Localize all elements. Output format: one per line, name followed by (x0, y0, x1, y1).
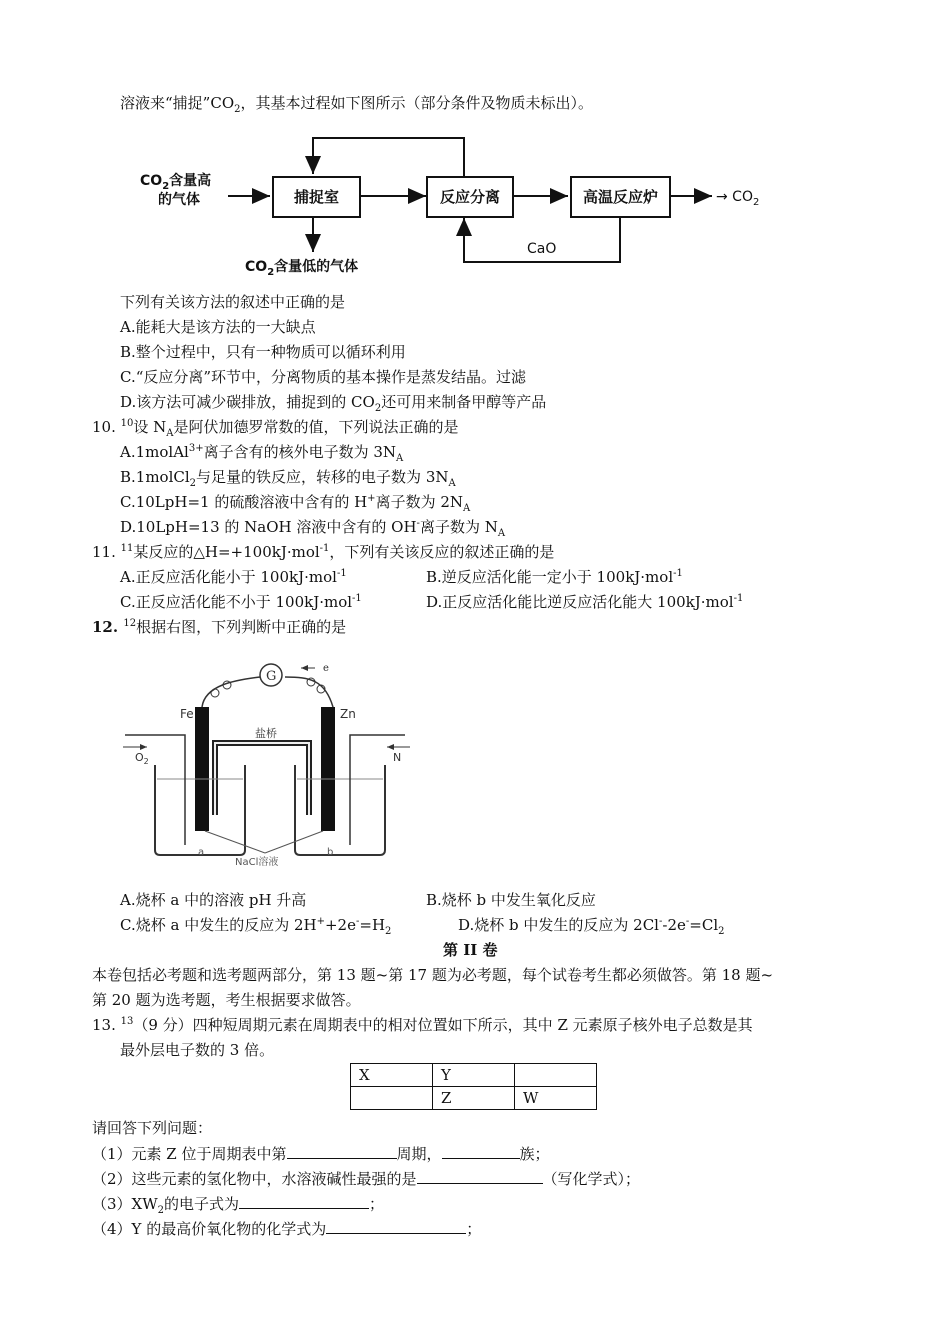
q13-part4: （4）Y 的最高价氧化物的化学式为 ； (92, 1220, 482, 1238)
q13-part2: （2）这些元素的氢化物中，水溶液碱性最强的是 （写化学式）； (92, 1170, 641, 1188)
beaker-a-label: a (198, 847, 205, 858)
q9-option-c: C.“反应分离”环节中，分离物质的基本操作是蒸发结晶。过滤 (120, 368, 527, 386)
q13-stem-line2: 最外层电子数的 3 倍。 (120, 1041, 275, 1059)
flow-arrows (0, 0, 950, 300)
flow-low-co2-label: $CO_2$含量低的气体 (245, 259, 359, 278)
part2-title: 第 II 卷 (443, 941, 498, 959)
o2-label: $O_2$ (135, 751, 149, 766)
q10-option-a: A.1molAl$^{3+}$离子含有的核外电子数为 $3N_A$ (120, 443, 404, 464)
table-cell: Z (433, 1087, 515, 1110)
table-cell: X (351, 1064, 433, 1087)
cao-recycle-label: CaO (527, 241, 557, 257)
periodic-position-table (350, 1063, 597, 1110)
n2-label: N (393, 751, 402, 764)
q10-option-d: D.10LpH=13 的 NaOH 溶液中含有的 OH-离子数为 $N_A$ (120, 518, 506, 539)
q13-part1: （1）元素 Z 位于周期表中第 周期， 族； (92, 1145, 550, 1163)
salt-bridge-label: 盐桥 (255, 727, 277, 740)
flow-output-label: → $CO_2$ (716, 189, 760, 208)
q11-option-a: A.正反应活化能小于 100kJ·mol$^{-1}$ (120, 568, 347, 586)
nacl-solution-label: NaCl溶液 (235, 857, 279, 868)
q12-stem: 12. $^{12}$根据右图，下列判断中正确的是 (92, 618, 347, 636)
fe-electrode-label: Fe (180, 707, 194, 721)
q12-option-a: A.烧杯 a 中的溶液 pH 升高 (120, 891, 307, 909)
answer-blank-group[interactable] (442, 1143, 520, 1159)
part2-desc-line1: 本卷包括必考题和选考题两部分，第 13 题~第 17 题为必考题，每个试卷考生都必须做答。第 18 题~ (92, 966, 774, 984)
q13-stem-line1: 13. $^{13}$（9 分）四种短周期元素在周期表中的相对位置如下所示，其中 Z 元素原子核外电子总数是其 (92, 1016, 753, 1034)
table-cell: W (515, 1087, 597, 1110)
q9-option-a: A.能耗大是该方法的一大缺点 (120, 318, 316, 336)
table-cell (515, 1064, 597, 1087)
q10-option-c: C.10LpH=1 的硫酸溶液中含有的 H+离子数为 $2N_A$ (120, 493, 471, 514)
table-row (351, 1087, 597, 1110)
flow-input-label-2: 的气体 (158, 192, 200, 208)
answer-blank-hydride[interactable] (417, 1168, 543, 1184)
answer-blank-period[interactable] (287, 1143, 397, 1159)
high-temp-furnace-box: 高温反应炉 (570, 176, 671, 218)
q12-option-c: C.烧杯 a 中发生的反应为 $2H^++2e^-=H_2$ (120, 916, 392, 937)
q9-option-b: B.整个过程中，只有一种物质可以循环利用 (120, 343, 406, 361)
answer-blank-electron-formula[interactable] (239, 1193, 369, 1209)
part2-desc-line2: 第 20 题为选考题，考生根据要求做答。 (92, 991, 361, 1009)
galvanometer-label: G (266, 669, 277, 684)
q10-option-b: B.1molCl$_2$与足量的铁反应，转移的电子数为 $3N_A$ (120, 468, 456, 489)
table-cell: Y (433, 1064, 515, 1087)
beaker-b-label: b (327, 847, 334, 858)
q11-option-d: D.正反应活化能比逆反应活化能大 100kJ·mol$^{-1}$ (426, 593, 744, 611)
q12-option-b: B.烧杯 b 中发生氧化反应 (426, 891, 596, 909)
galvanic-cell-drawing (115, 655, 415, 870)
zn-electrode-label: Zn (340, 707, 356, 721)
q11-option-b: B.逆反应活化能一定小于 100kJ·mol$^{-1}$ (426, 568, 683, 586)
q9-option-d: D.该方法可减少碳排放，捕捉到的 $CO_2$还可用来制备甲醇等产品 (120, 393, 547, 414)
electron-label: e (323, 663, 329, 674)
answer-blank-oxide-formula[interactable] (326, 1218, 466, 1234)
q13-part3: $(3)XW_2$的电子式为 ； (92, 1195, 385, 1216)
q9-stem: 下列有关该方法的叙述中正确的是 (120, 293, 346, 311)
q12-option-d: D.烧杯 b 中发生的反应为 $2Cl^--2e^-=Cl_2$ (458, 916, 725, 937)
flow-input-label: $CO_2$含量高 (140, 173, 212, 192)
capture-chamber-box: 捕捉室 (272, 176, 361, 218)
q10-stem: 10. $^{10}$设 $N_A$是阿伏加德罗常数的值，下列说法正确的是 (92, 418, 459, 439)
q11-option-c: C.正反应活化能不小于 100kJ·mol$^{-1}$ (120, 593, 362, 611)
table-cell (351, 1087, 433, 1110)
table-row (351, 1064, 597, 1087)
q11-stem: 11. $^{11}$某反应的△H=+100kJ·mol$^{-1}$，下列有关该反应的叙述正确的是 (92, 543, 555, 561)
intro-line: 溶液来“捕捉$”CO_2$，其基本过程如下图所示（部分条件及物质未标出）。 (120, 94, 594, 115)
q13-ask: 请回答下列问题： (92, 1119, 213, 1137)
reaction-separation-box: 反应分离 (426, 176, 514, 218)
